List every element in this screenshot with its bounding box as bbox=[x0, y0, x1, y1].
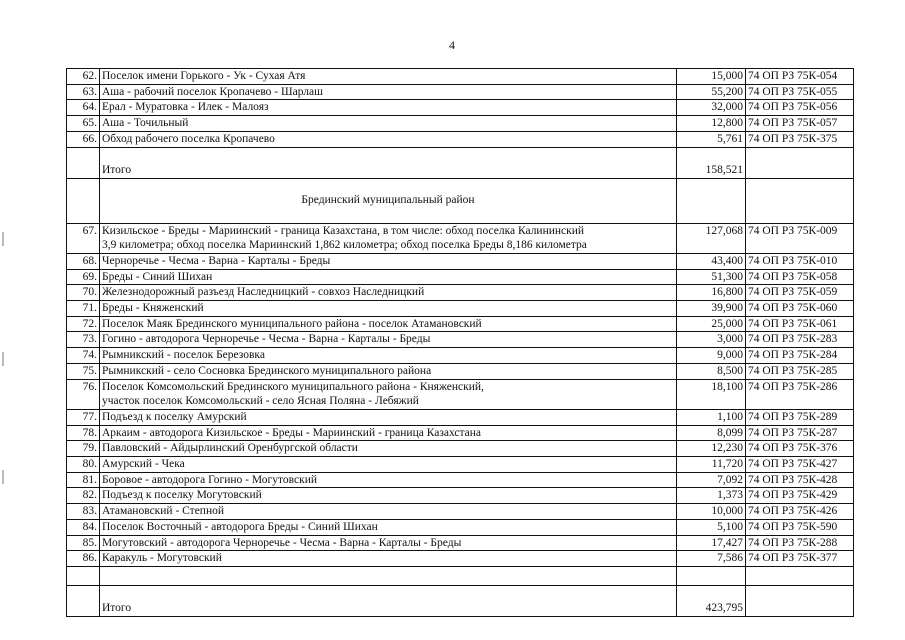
table-row bbox=[67, 551, 854, 567]
road-name-line: участок поселок Комсомольский - село Ясная Поляна - Лебяжий bbox=[102, 395, 419, 408]
road-length: 51,300 bbox=[677, 269, 746, 285]
road-length: 3,000 bbox=[677, 332, 746, 348]
total-num-cell bbox=[67, 585, 100, 616]
table-row bbox=[67, 301, 854, 317]
road-name: Аша - рабочий поселок Кропачево - Шарлаш bbox=[100, 84, 677, 100]
road-length: 39,900 bbox=[677, 301, 746, 317]
road-name-line: Амурский - Чека bbox=[102, 458, 185, 471]
table-row bbox=[67, 131, 854, 147]
road-name bbox=[100, 519, 677, 535]
row-number: 73. bbox=[67, 332, 100, 348]
road-length: 5,761 bbox=[677, 131, 746, 147]
road-name bbox=[100, 316, 677, 332]
row-number: 78. bbox=[67, 425, 100, 441]
road-code: 74 ОП РЗ 75К-288 bbox=[746, 535, 854, 551]
table-row bbox=[67, 409, 854, 425]
road-length: 16,800 bbox=[677, 285, 746, 301]
road-name-line: Рымникский - село Сосновка Брединского муниципального района bbox=[102, 364, 432, 377]
road-code: 74 ОП РЗ 75К-428 bbox=[746, 472, 854, 488]
road-code: 74 ОП РЗ 75К-061 bbox=[746, 316, 854, 332]
road-name bbox=[100, 301, 677, 317]
table-row bbox=[67, 84, 854, 100]
total-label: Итого bbox=[100, 147, 677, 178]
table-row bbox=[67, 285, 854, 301]
table-row bbox=[67, 100, 854, 116]
road-length: 127,068 bbox=[677, 223, 746, 253]
road-name bbox=[100, 504, 677, 520]
total-num-cell bbox=[67, 147, 100, 178]
table-row bbox=[67, 69, 854, 85]
table-row bbox=[67, 379, 854, 409]
road-code: 74 ОП РЗ 75К-375 bbox=[746, 131, 854, 147]
road-name-line: Поселок Комсомольский Брединского муниципального района - Княженский, bbox=[102, 380, 484, 393]
road-name-line: Гогино - автодорога Черноречье - Чесма - Варна - Карталы - Бреды bbox=[102, 333, 431, 346]
table-row bbox=[67, 504, 854, 520]
total-row bbox=[67, 147, 854, 178]
row-number: 64. bbox=[67, 100, 100, 116]
road-name-line: Подъезд к поселку Могутовский bbox=[102, 489, 262, 502]
road-name bbox=[100, 472, 677, 488]
road-name bbox=[100, 488, 677, 504]
road-name bbox=[100, 379, 677, 409]
road-length: 12,800 bbox=[677, 116, 746, 132]
row-number: 83. bbox=[67, 504, 100, 520]
road-name bbox=[100, 332, 677, 348]
road-length: 8,500 bbox=[677, 363, 746, 379]
road-name bbox=[100, 457, 677, 473]
road-name bbox=[100, 409, 677, 425]
empty-cell bbox=[67, 566, 100, 585]
road-name bbox=[100, 551, 677, 567]
road-code: 74 ОП РЗ 75К-376 bbox=[746, 441, 854, 457]
table-row bbox=[67, 488, 854, 504]
scan-margin-mark bbox=[2, 232, 4, 246]
district-num-cell bbox=[67, 178, 100, 223]
total-section-1 bbox=[67, 147, 854, 223]
row-number: 77. bbox=[67, 409, 100, 425]
table-row bbox=[67, 223, 854, 253]
road-name-line: 3,9 километра; обход поселка Мариинский 1,862 километра; обход поселка Бреды 8,186 километра bbox=[102, 239, 587, 252]
scan-margin-mark bbox=[2, 470, 4, 484]
roads-table-body-bottom bbox=[67, 223, 854, 585]
table-row bbox=[67, 472, 854, 488]
road-length: 7,586 bbox=[677, 551, 746, 567]
road-name: Поселок имени Горького - Ук - Сухая Атя bbox=[100, 69, 677, 85]
table-row bbox=[67, 332, 854, 348]
row-number: 79. bbox=[67, 441, 100, 457]
road-name-line: Атамановский - Степной bbox=[102, 505, 225, 518]
road-code: 74 ОП РЗ 75К-055 bbox=[746, 84, 854, 100]
road-length: 9,000 bbox=[677, 348, 746, 364]
empty-cell bbox=[746, 566, 854, 585]
scan-margin-mark bbox=[2, 352, 4, 366]
road-name-line: Поселок Восточный - автодорога Бреды - Синий Шихан bbox=[102, 520, 378, 533]
road-length: 11,720 bbox=[677, 457, 746, 473]
road-length: 25,000 bbox=[677, 316, 746, 332]
total-code-cell bbox=[746, 585, 854, 616]
road-name-line: Бреды - Синий Шихан bbox=[102, 270, 213, 283]
road-name bbox=[100, 223, 677, 253]
table-row bbox=[67, 269, 854, 285]
road-name-line: Павловский - Айдырлинский Оренбургской области bbox=[102, 442, 358, 455]
road-code: 74 ОП РЗ 75К-058 bbox=[746, 269, 854, 285]
roads-table-body-top bbox=[67, 69, 854, 148]
table-row bbox=[67, 457, 854, 473]
row-number: 74. bbox=[67, 348, 100, 364]
road-name-line: Боровое - автодорога Гогино - Могутовский bbox=[102, 473, 318, 486]
road-length: 10,000 bbox=[677, 504, 746, 520]
road-length: 32,000 bbox=[677, 100, 746, 116]
empty-cell bbox=[677, 566, 746, 585]
road-name bbox=[100, 269, 677, 285]
row-number: 86. bbox=[67, 551, 100, 567]
road-length: 1,100 bbox=[677, 409, 746, 425]
row-number: 67. bbox=[67, 223, 100, 253]
row-number: 80. bbox=[67, 457, 100, 473]
row-number: 70. bbox=[67, 285, 100, 301]
road-name-line: Подъезд к поселку Амурский bbox=[102, 410, 247, 423]
road-code: 74 ОП РЗ 75К-060 bbox=[746, 301, 854, 317]
empty-cell bbox=[100, 566, 677, 585]
row-number: 76. bbox=[67, 379, 100, 409]
table-row bbox=[67, 535, 854, 551]
road-name-line: Бреды - Княженский bbox=[102, 302, 204, 315]
total-value: 158,521 bbox=[677, 147, 746, 178]
road-code: 74 ОП РЗ 75К-287 bbox=[746, 425, 854, 441]
table-row bbox=[67, 348, 854, 364]
row-number: 84. bbox=[67, 519, 100, 535]
row-number: 85. bbox=[67, 535, 100, 551]
total-section-2 bbox=[67, 585, 854, 616]
total-row bbox=[67, 585, 854, 616]
table-row bbox=[67, 316, 854, 332]
road-code: 74 ОП РЗ 75К-377 bbox=[746, 551, 854, 567]
road-code: 74 ОП РЗ 75К-056 bbox=[746, 100, 854, 116]
road-name: Обход рабочего поселка Кропачево bbox=[100, 131, 677, 147]
row-number: 72. bbox=[67, 316, 100, 332]
page-number: 4 bbox=[449, 38, 455, 52]
row-number: 69. bbox=[67, 269, 100, 285]
road-length: 18,100 bbox=[677, 379, 746, 409]
road-name-line: Аркаим - автодорога Кизильское - Бреды - Мариинский - граница Казахстана bbox=[102, 426, 482, 439]
road-name-line: Каракуль - Могутовский bbox=[102, 552, 222, 565]
row-number: 75. bbox=[67, 363, 100, 379]
road-code: 74 ОП РЗ 75К-429 bbox=[746, 488, 854, 504]
road-code: 74 ОП РЗ 75К-289 bbox=[746, 409, 854, 425]
road-length: 15,000 bbox=[677, 69, 746, 85]
road-code: 74 ОП РЗ 75К-285 bbox=[746, 363, 854, 379]
spacer-row bbox=[67, 566, 854, 585]
table-row bbox=[67, 425, 854, 441]
road-length: 8,099 bbox=[677, 425, 746, 441]
total-label: Итого bbox=[100, 585, 677, 616]
row-number: 62. bbox=[67, 69, 100, 85]
roads-table bbox=[66, 68, 854, 617]
road-code: 74 ОП РЗ 75К-590 bbox=[746, 519, 854, 535]
road-length: 12,230 bbox=[677, 441, 746, 457]
table-row bbox=[67, 253, 854, 269]
road-name-line: Рымникский - поселок Березовка bbox=[102, 349, 265, 362]
road-code: 74 ОП РЗ 75К-286 bbox=[746, 379, 854, 409]
road-code: 74 ОП РЗ 75К-283 bbox=[746, 332, 854, 348]
table-row bbox=[67, 441, 854, 457]
road-name bbox=[100, 363, 677, 379]
district-header-row bbox=[67, 178, 854, 223]
road-name bbox=[100, 285, 677, 301]
road-code: 74 ОП РЗ 75К-284 bbox=[746, 348, 854, 364]
district-len-cell bbox=[677, 178, 746, 223]
district-title: Брединский муниципальный район bbox=[100, 178, 677, 223]
row-number: 65. bbox=[67, 116, 100, 132]
road-name bbox=[100, 441, 677, 457]
district-code-cell bbox=[746, 178, 854, 223]
road-code: 74 ОП РЗ 75К-054 bbox=[746, 69, 854, 85]
row-number: 81. bbox=[67, 472, 100, 488]
road-name: Аша - Точильный bbox=[100, 116, 677, 132]
road-name bbox=[100, 425, 677, 441]
road-name-line: Могутовский - автодорога Черноречье - Чесма - Варна - Карталы - Бреды bbox=[102, 536, 462, 549]
road-length: 43,400 bbox=[677, 253, 746, 269]
row-number: 66. bbox=[67, 131, 100, 147]
road-code: 74 ОП РЗ 75К-059 bbox=[746, 285, 854, 301]
row-number: 63. bbox=[67, 84, 100, 100]
road-code: 74 ОП РЗ 75К-426 bbox=[746, 504, 854, 520]
road-code: 74 ОП РЗ 75К-010 bbox=[746, 253, 854, 269]
road-code: 74 ОП РЗ 75К-427 bbox=[746, 457, 854, 473]
road-code: 74 ОП РЗ 75К-057 bbox=[746, 116, 854, 132]
road-name-line: Черноречье - Чесма - Варна - Карталы - Бреды bbox=[102, 254, 331, 267]
road-name-line: Поселок Маяк Брединского муниципального района - поселок Атамановский bbox=[102, 317, 482, 330]
road-length: 5,100 bbox=[677, 519, 746, 535]
road-name-line: Кизильское - Бреды - Мариинский - граница Казахстана, в том числе: обход поселка Калининский bbox=[102, 224, 585, 237]
table-row bbox=[67, 116, 854, 132]
road-name-line: Железнодорожный разъезд Наследницкий - совхоз Наследницкий bbox=[102, 286, 425, 299]
road-length: 17,427 bbox=[677, 535, 746, 551]
table-row bbox=[67, 363, 854, 379]
row-number: 71. bbox=[67, 301, 100, 317]
row-number: 82. bbox=[67, 488, 100, 504]
road-code: 74 ОП РЗ 75К-009 bbox=[746, 223, 854, 253]
total-code-cell bbox=[746, 147, 854, 178]
table-row bbox=[67, 519, 854, 535]
total-value: 423,795 bbox=[677, 585, 746, 616]
road-name bbox=[100, 535, 677, 551]
road-length: 55,200 bbox=[677, 84, 746, 100]
road-name: Ерал - Муратовка - Илек - Малояз bbox=[100, 100, 677, 116]
road-name bbox=[100, 348, 677, 364]
road-name bbox=[100, 253, 677, 269]
road-length: 7,092 bbox=[677, 472, 746, 488]
row-number: 68. bbox=[67, 253, 100, 269]
road-length: 1,373 bbox=[677, 488, 746, 504]
